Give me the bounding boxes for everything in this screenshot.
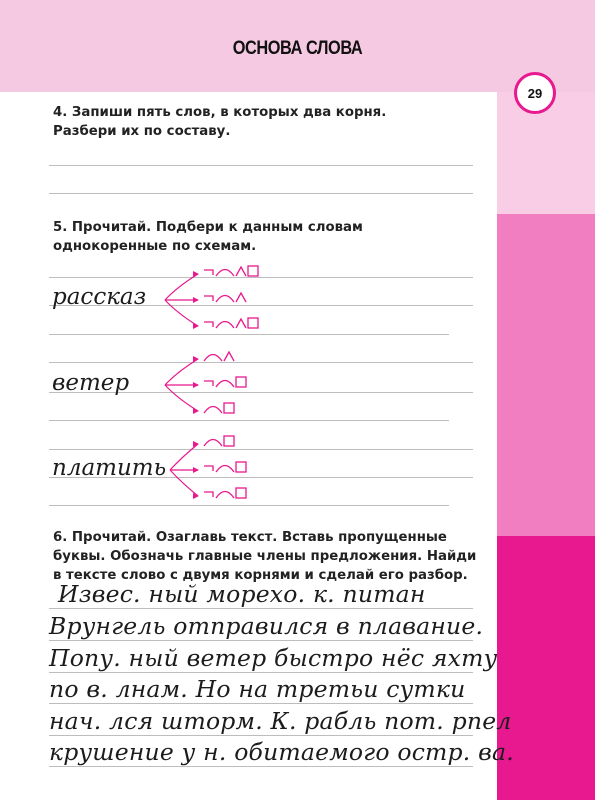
suffix-symbol	[236, 319, 246, 328]
ending-symbol	[224, 403, 234, 413]
writing-line	[49, 608, 473, 609]
task-6-text	[53, 528, 483, 585]
handwritten-line: нач. лся шторм. К. рабль пот. рпел	[49, 707, 512, 735]
given-word: ветер	[52, 370, 130, 396]
task-6-line: 6. Прочитай. Озаглавь текст. Вставь пропущенные	[53, 530, 447, 545]
root-symbol	[204, 355, 222, 362]
task-6-line: буквы. Обозначь главные члены предложения. Найди	[53, 549, 477, 564]
prefix-symbol	[204, 296, 213, 301]
arrow-head	[193, 408, 199, 414]
task-6-line: в тексте слово с двумя корнями и сделай его разбор.	[53, 568, 468, 583]
writing-line	[49, 766, 473, 767]
prefix-symbol	[204, 322, 213, 327]
task-5-line: однокоренные по схемам.	[53, 239, 257, 254]
given-word: платить	[52, 455, 167, 481]
root-symbol	[216, 466, 234, 473]
ending-symbol	[236, 488, 246, 498]
arrow-head	[193, 271, 199, 277]
page-title: ОСНОВА СЛОВА	[232, 38, 363, 59]
given-word: рассказ	[52, 284, 147, 310]
arrow-head	[193, 297, 199, 303]
writing-line	[49, 672, 473, 673]
branch-arrow	[165, 300, 198, 326]
branch-arrow	[170, 470, 198, 496]
root-symbol	[216, 270, 234, 277]
writing-line	[49, 735, 473, 736]
arrow-head	[193, 323, 199, 329]
handwritten-line: Извес. ный морехо. к. питан	[58, 580, 426, 608]
arrow-head	[193, 382, 199, 388]
writing-line	[49, 703, 473, 704]
handwritten-line: Попу. ный ветер быстро нёс яхту	[49, 644, 498, 672]
branch-arrow	[165, 359, 198, 385]
branch-arrow	[170, 444, 198, 470]
task-4-line: Разбери их по составу.	[53, 124, 231, 139]
ending-symbol	[236, 462, 246, 472]
ending-symbol	[248, 266, 258, 276]
ending-symbol	[248, 318, 258, 328]
root-symbol	[216, 296, 234, 303]
prefix-symbol	[204, 466, 213, 471]
writing-line	[49, 640, 473, 641]
ending-symbol	[224, 436, 234, 446]
handwritten-line: Врунгель отправился в плавание.	[49, 612, 484, 640]
page-number: 29	[514, 72, 556, 114]
handwritten-line: крушение у н. обитаемого остр. ва.	[49, 738, 514, 766]
suffix-symbol	[236, 267, 246, 276]
task-4-line: 4. Запиши пять слов, в которых два корня.	[53, 105, 387, 120]
prefix-symbol	[204, 492, 213, 497]
handwritten-line: по в. лнам. Но на третьи сутки	[49, 675, 466, 703]
suffix-symbol	[224, 352, 234, 361]
branch-arrow	[165, 274, 198, 300]
arrow-head	[193, 467, 199, 473]
root-symbol	[204, 440, 222, 447]
ending-symbol	[236, 377, 246, 387]
prefix-symbol	[204, 270, 213, 275]
suffix-symbol	[236, 293, 246, 302]
prefix-symbol	[204, 381, 213, 386]
root-symbol	[216, 322, 234, 329]
root-symbol	[204, 407, 222, 414]
root-symbol	[216, 492, 234, 499]
branch-arrow	[165, 385, 198, 411]
task-5-line: 5. Прочитай. Подбери к данным словам	[53, 220, 363, 235]
arrow-head	[193, 356, 199, 362]
root-symbol	[216, 381, 234, 388]
